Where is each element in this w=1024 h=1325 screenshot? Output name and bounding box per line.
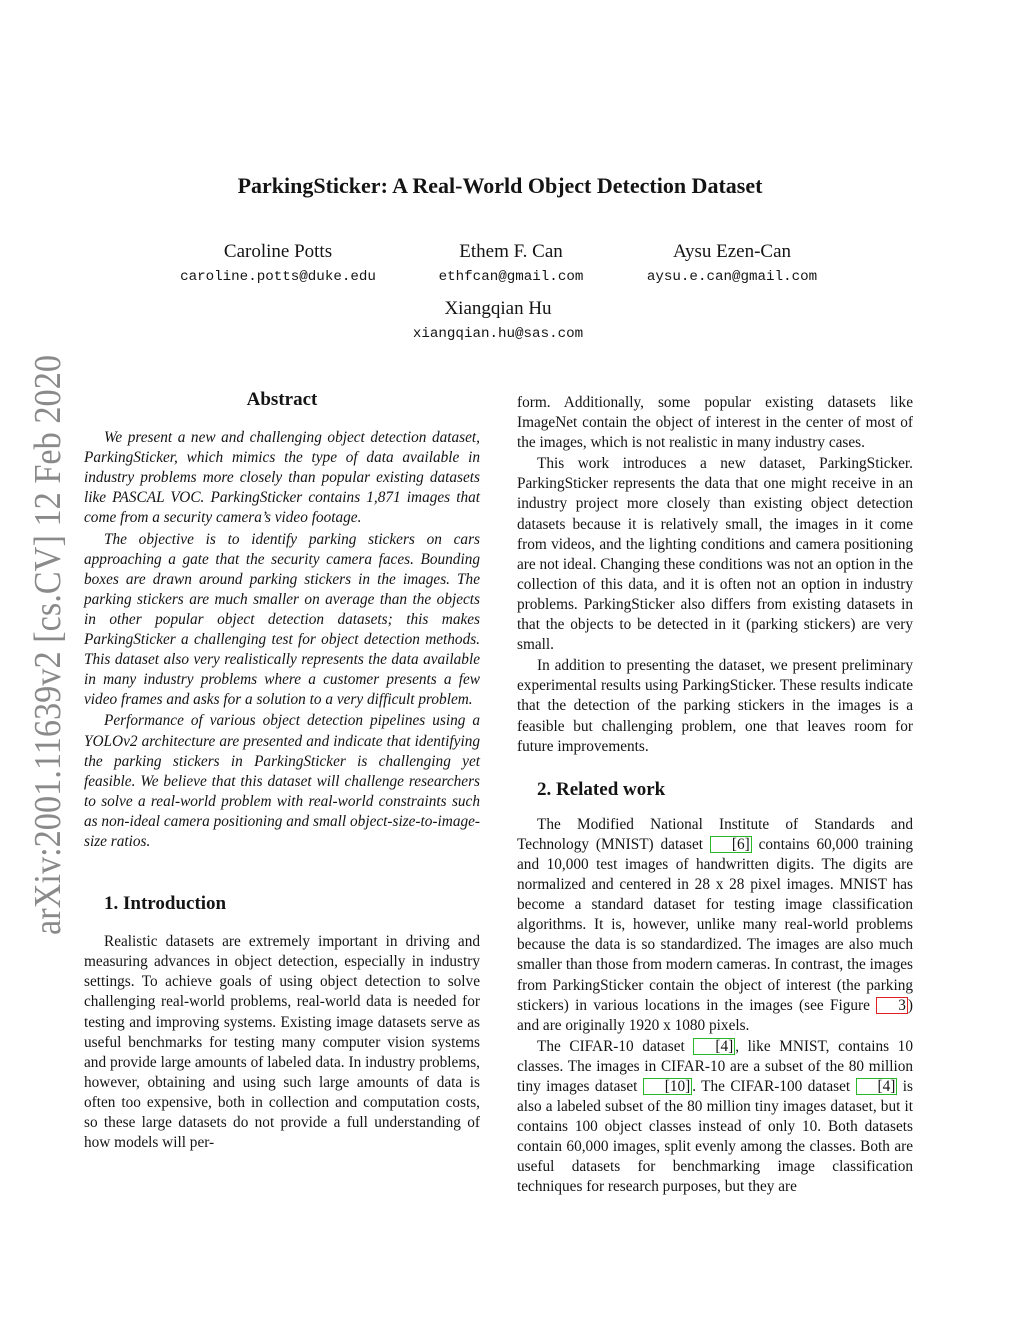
author-email: aysu.e.can@gmail.com bbox=[646, 269, 818, 285]
text-span: The Modified National Institute of Standards and Technology (MNIST) dataset bbox=[517, 815, 913, 853]
text-span: ) and are originally 1920 x 1080 pixels. bbox=[517, 996, 913, 1034]
author-email: caroline.potts@duke.edu bbox=[180, 269, 376, 285]
author-block bbox=[592, 241, 872, 285]
author-name: Caroline Potts bbox=[223, 241, 333, 262]
abstract-paragraph: Performance of various object detection pipelines using a YOLOv2 architecture are presented and indicate that identifying the parking stickers in ParkingSticker is challenging yet feasible. We believe that this dataset will challenge researchers to solve a real-world problem with real-world constraints such as non-ideal camera positioning and small object-size-to-image-size ratios. bbox=[84, 712, 480, 850]
text-span: contains 60,000 training and 10,000 test images of handwritten digits. The digits are normalized and centered in 28 x 28 pixel images. MNIST has become a standard dataset for testing image classification algorithms. It is, however, unlike many real-world problems because the data is so standardized. The images are also much smaller than those from modern cameras. In contrast, the images from ParkingSticker contain the object of interest (the parking stickers) in various locations in the images (see Figure bbox=[517, 835, 913, 1014]
author-email: xiangqian.hu@sas.com bbox=[412, 326, 584, 342]
abstract-heading: Abstract bbox=[246, 389, 318, 410]
introduction-paragraph: This work introduces a new dataset, ParkingSticker. ParkingSticker represents the data that one might receive in an industry project more closely than existing object detection datasets because it is relatively small, the images in it come from videos, and the lighting conditions and camera positioning are not ideal. Changing these conditions was not an option in the collection of this data, and it is often not an option in industry problems. ParkingSticker also differs from existing datasets in that the objects to be detected in it (parking stickers) are very small. bbox=[517, 455, 913, 654]
author-name: Aysu Ezen-Can bbox=[672, 241, 792, 262]
author-name: Ethem F. Can bbox=[459, 241, 563, 262]
abstract-body bbox=[84, 428, 480, 852]
right-column bbox=[517, 393, 913, 1198]
introduction-paragraph: Realistic datasets are extremely important in driving and measuring advances in object detection, especially in industry settings. To achieve goals of using object detection to solve challenging real-world problems, real-world data is needed for testing and improving systems. Existing image datasets serve as useful benchmarks for testing many computer vision systems and provide large amounts of labeled data. In industry problems, however, obtaining and using such large amounts of data is often too expensive, both in collection and computation costs, so these large datasets do not provide a full understanding of how models will per- bbox=[84, 933, 480, 1152]
text-span: is also a labeled subset of the 80 million tiny images dataset, but it contains 100 object classes instead of only 10. Both datasets contain 60,000 images, split evenly among the classes. Both are useful datasets for benchmarking image classification techniques for research purposes, but they are bbox=[517, 1078, 913, 1196]
related-work-paragraph bbox=[517, 815, 913, 1036]
paper-title: ParkingSticker: A Real-World Object Detection Dataset bbox=[237, 173, 763, 198]
introduction-heading: 1. Introduction bbox=[104, 893, 227, 915]
related-work-paragraph bbox=[517, 1037, 913, 1198]
text-span: , like MNIST, contains 10 classes. The images in CIFAR-10 are a subset of the 80 million tiny images dataset bbox=[517, 1037, 913, 1095]
author-email: ethfcan@gmail.com bbox=[438, 269, 584, 285]
left-column bbox=[84, 390, 480, 1153]
figure-link[interactable]: 3 bbox=[876, 997, 908, 1014]
citation-link[interactable]: [4] bbox=[856, 1078, 898, 1095]
author-block bbox=[358, 298, 638, 342]
introduction-paragraph-continued: form. Additionally, some popular existing datasets like ImageNet contain the object of interest in the center of most of the images, which is not realistic in many industry cases. bbox=[517, 394, 913, 452]
text-span: . The CIFAR-100 dataset bbox=[692, 1078, 856, 1095]
arxiv-sidebar bbox=[14, 355, 72, 935]
introduction-paragraph: In addition to presenting the dataset, we present preliminary experimental results using ParkingSticker. These results indicate that the detection of the parking stickers in the images is a feasible but challenging problem, one that leaves room for future improvements. bbox=[517, 657, 913, 755]
arxiv-id: arXiv:2001.11639v2 [cs.CV] 12 Feb 2020 bbox=[27, 355, 69, 935]
abstract-paragraph: We present a new and challenging object detection dataset, ParkingSticker, which mimics the type of data available in industry problems more closely than popular existing datasets like PASCAL VOC. ParkingSticker contains 1,871 images that come from a security camera’s video footage. bbox=[84, 429, 480, 527]
citation-link[interactable]: [10] bbox=[643, 1078, 693, 1095]
citation-link[interactable]: [4] bbox=[693, 1038, 735, 1055]
citation-link[interactable]: [6] bbox=[710, 836, 752, 853]
related-work-heading: 2. Related work bbox=[537, 778, 666, 800]
abstract-paragraph: The objective is to identify parking stickers on cars approaching a gate that the security camera faces. Bounding boxes are drawn around parking stickers in the images. The parking stickers are much smaller on average than the objects in other popular object detection datasets; this makes ParkingSticker a challenging test for object detection methods. This dataset also very realistically represents the data available in many industry problems where a customer presents a few video frames and asks for a solution to a very difficult problem. bbox=[84, 530, 480, 709]
author-name: Xiangqian Hu bbox=[444, 298, 552, 319]
text-span: The CIFAR-10 dataset bbox=[537, 1037, 694, 1055]
